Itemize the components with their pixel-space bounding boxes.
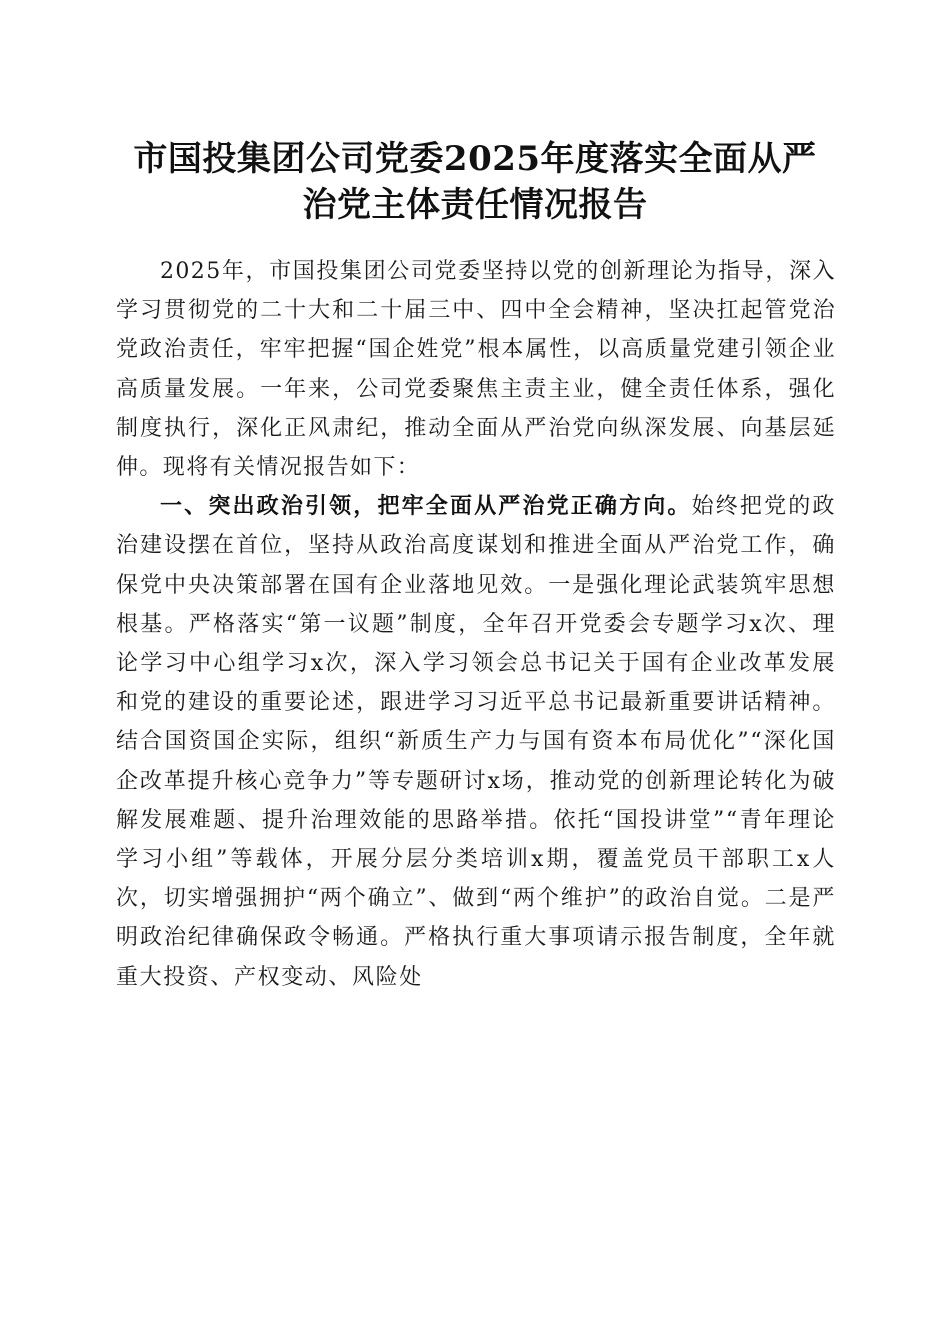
document-title [100, 136, 850, 228]
section-1-heading: 一、突出政治引领，把牢全面从严治党正确方向。 [160, 494, 692, 520]
section-1-paragraph [116, 487, 836, 997]
intro-paragraph: 2025年，市国投集团公司党委坚持以党的创新理论为指导，深入学习贯彻党的二十大和二十届三中、四中全会精神，坚决扛起管党治党政治责任，牢牢把握“国企姓党”根本属性，以高质量党建引领企业高质量发展。一年来，公司党委聚焦主责主业，健全责任体系，强化制度执行，深化正风肃纪，推动全面从严治党向纵深发展、向基层延伸。现将有关情况报告如下： [116, 259, 836, 481]
document-body [116, 252, 836, 997]
title-line-1: 市国投集团公司党委2025年度落实全面从严 [133, 139, 817, 179]
title-line-2: 治党主体责任情况报告 [302, 185, 648, 225]
section-1-text: 始终把党的政治建设摆在首位，坚持从政治高度谋划和推进全面从严治党工作，确保党中央决策部署在国有企业落地见效。一是强化理论武装筑牢思想根基。严格落实“第一议题”制度，全年召开党委会专题学习x次、理论学习中心组学习x次，深入学习领会总书记关于国有企业改革发展和党的建设的重要论述，跟进学习习近平总书记最新重要讲话精神。结合国资国企实际，组织“新质生产力与国有资本布局优化”“深化国企改革提升核心竞争力”等专题研讨x场，推动党的创新理论转化为破解发展难题、提升治理效能的思路举措。依托“国投讲堂”“青年理论学习小组”等载体，开展分层分类培训x期，覆盖党员干部职工x人次，切实增强拥护“两个确立”、做到“两个维护”的政治自觉。二是严明政治纪律确保政令畅通。严格执行重大事项请示报告制度，全年就重大投资、产权变动、风险处 [116, 494, 836, 990]
